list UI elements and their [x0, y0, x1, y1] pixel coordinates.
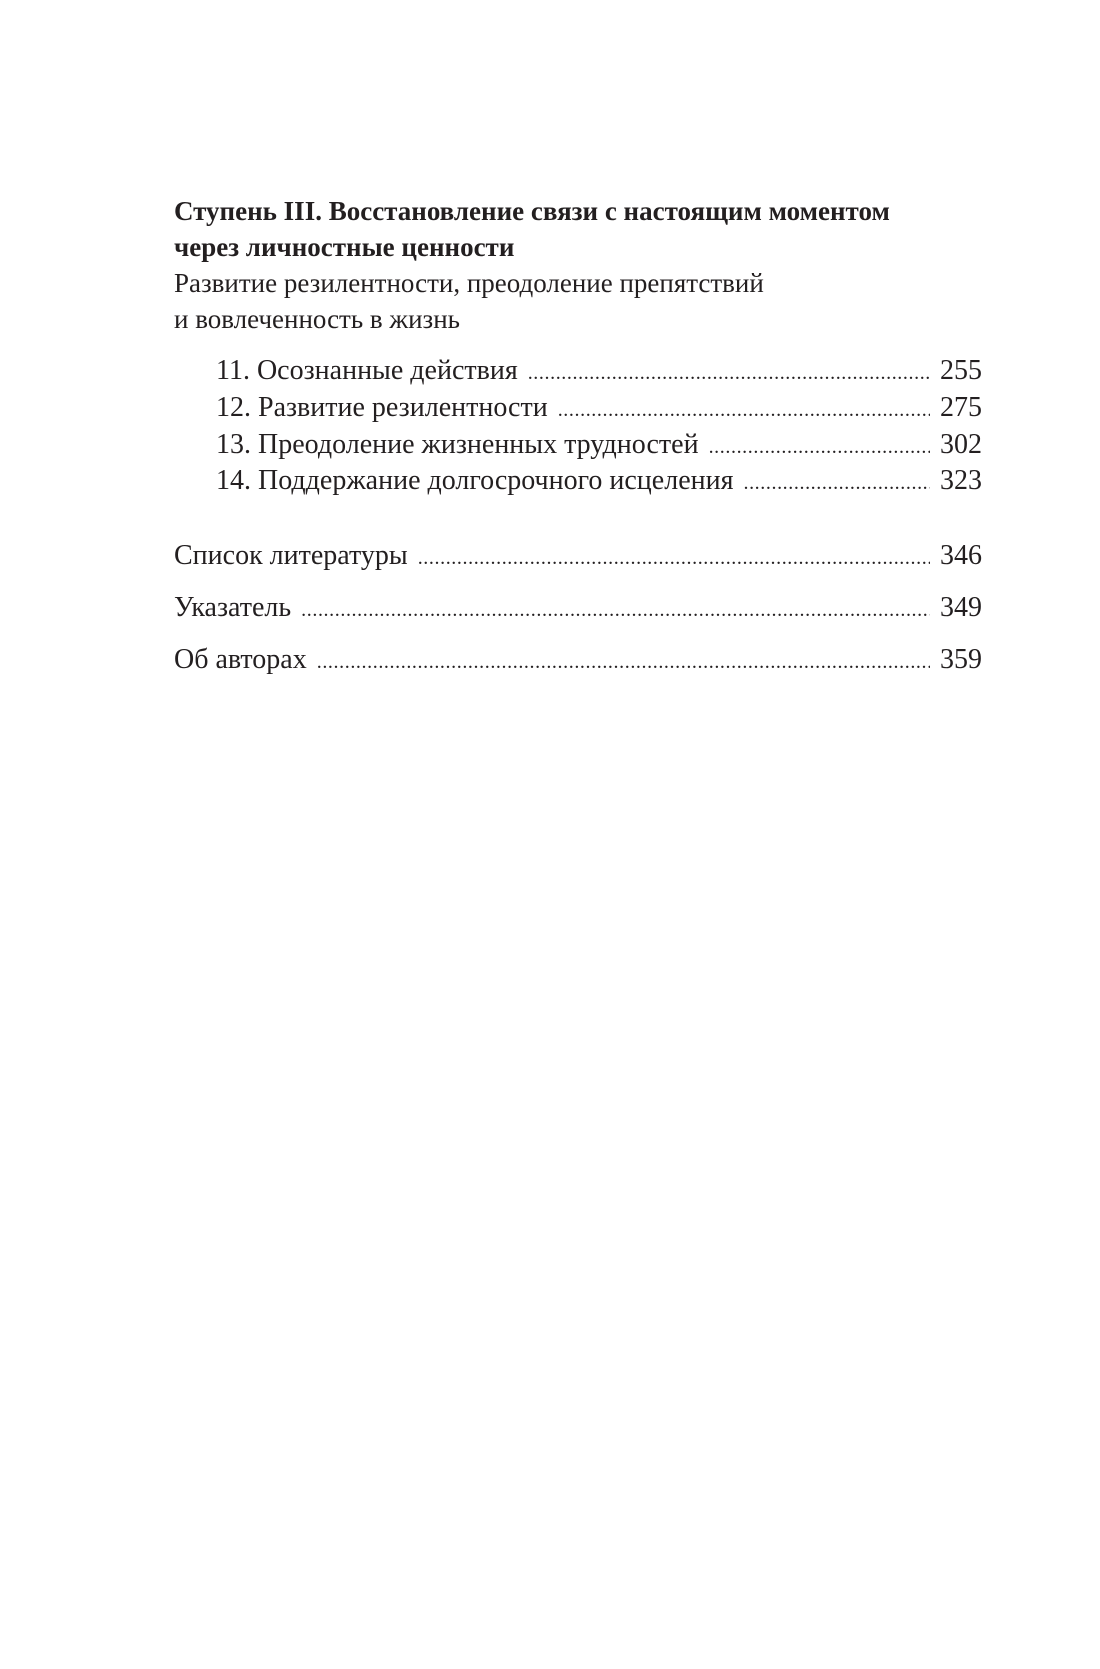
toc-entry-about-authors[interactable]: [174, 642, 982, 680]
toc-entry-label: 14. Поддержание долгосрочного исцеления: [216, 465, 734, 496]
dot-leader: [301, 592, 930, 628]
toc-entry-index[interactable]: [174, 590, 982, 628]
toc-entry-page-number: 323: [940, 465, 982, 496]
toc-entry-label: 11. Осознанные действия: [216, 355, 518, 386]
toc-entry-chapter-13[interactable]: [216, 427, 982, 465]
dot-leader: [743, 465, 930, 501]
toc-entry-chapter-12[interactable]: [216, 390, 982, 428]
toc-entry-label: Указатель: [174, 592, 292, 623]
toc-entry-page-number: 349: [940, 592, 982, 623]
toc-entry-label: 13. Преодоление жизненных трудностей: [216, 429, 699, 460]
toc-entry-page-number: 275: [940, 392, 982, 423]
toc-entry-chapter-14[interactable]: [216, 463, 982, 501]
toc-entry-label: Об авторах: [174, 644, 307, 675]
toc-entry-label: Список литературы: [174, 540, 408, 571]
toc-entry-page-number: 302: [940, 429, 982, 460]
dot-leader: [418, 540, 930, 576]
toc-entry-page-number: 255: [940, 355, 982, 386]
toc-entry-page-number: 346: [940, 540, 982, 571]
part-subtitle-line-2: и вовлеченность в жизнь: [174, 304, 460, 334]
toc-entry-chapter-11[interactable]: [216, 353, 982, 391]
toc-entry-label: 12. Развитие резилентности: [216, 392, 548, 423]
part-subtitle-line-1: Развитие резилентности, преодоление препятствий: [174, 268, 764, 298]
dot-leader: [709, 429, 930, 465]
toc-entry-page-number: 359: [940, 644, 982, 675]
part-title-line-1: Ступень III. Восстановление связи с настоящим моментом: [174, 196, 890, 226]
dot-leader: [528, 355, 930, 391]
part-heading: [174, 193, 984, 337]
dot-leader: [317, 644, 930, 680]
part-title-line-2: через личностные ценности: [174, 232, 515, 262]
dot-leader: [558, 392, 930, 428]
toc-entry-bibliography[interactable]: [174, 538, 982, 576]
